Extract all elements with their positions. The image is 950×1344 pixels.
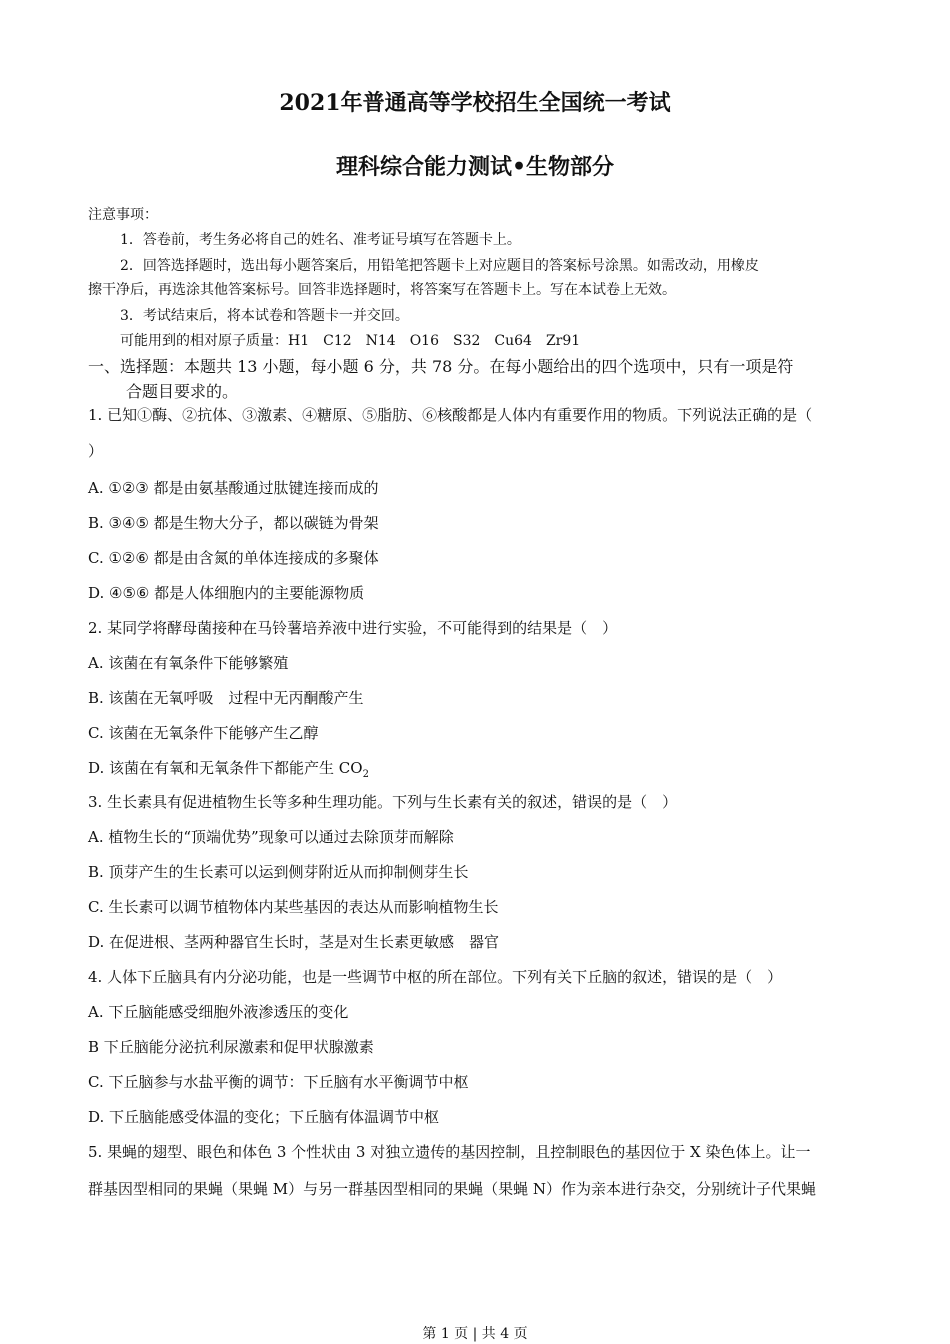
q4-option-a: A. 下丘脑能感受细胞外液渗透压的变化 bbox=[88, 1003, 349, 1021]
exam-subtitle: 理科综合能力测试•生物部分 bbox=[335, 154, 615, 180]
q5-stem: 5. 果蝇的翅型、眼色和体色 3 个性状由 3 对独立遗传的基因控制，且控制眼色的基因位于 X 染色体上。让一 bbox=[88, 1143, 811, 1161]
q1-option-a: A. ①②③ 都是由氨基酸通过肽键连接而成的 bbox=[88, 479, 379, 497]
q4-option-c: C. 下丘脑参与水盐平衡的调节：下丘脑有水平衡调节中枢 bbox=[88, 1073, 469, 1091]
notes-heading: 注意事项： bbox=[88, 207, 158, 223]
note-2-cont: 擦干净后，再选涂其他答案标号。回答非选择题时，将答案写在答题卡上。写在本试卷上无效。 bbox=[88, 282, 676, 298]
q1-option-b: B. ③④⑤ 都是生物大分子，都以碳链为骨架 bbox=[88, 514, 379, 532]
q3-stem: 3. 生长素具有促进植物生长等多种生理功能。下列与生长素有关的叙述，错误的是（ ） bbox=[88, 793, 678, 811]
q4-option-b: B 下丘脑能分泌抗利尿激素和促甲状腺激素 bbox=[88, 1038, 374, 1056]
q4-option-d: D. 下丘脑能感受体温的变化；下丘脑有体温调节中枢 bbox=[88, 1108, 440, 1126]
q1-stem: 1. 已知①酶、②抗体、③激素、④糖原、⑤脂肪、⑥核酸都是人体内有重要作用的物质。下列说法正确的是（ bbox=[88, 406, 813, 424]
note-1: 1．答卷前，考生务必将自己的姓名、准考证号填写在答题卡上。 bbox=[120, 232, 521, 248]
q2-option-d-subscript: 2 bbox=[362, 769, 369, 780]
q1-option-c: C. ①②⑥ 都是由含氮的单体连接成的多聚体 bbox=[88, 549, 379, 567]
section-heading: 一、选择题：本题共 13 小题，每小题 6 分，共 78 分。在每小题给出的四个选项中，只有一项是符 bbox=[88, 357, 794, 376]
note-3: 3．考试结束后，将本试卷和答题卡一并交回。 bbox=[120, 308, 409, 324]
q2-option-d-text: D. 该菌在有氧和无氧条件下都能产生 CO bbox=[88, 759, 363, 777]
q3-option-a: A. 植物生长的“顶端优势”现象可以通过去除顶芽而解除 bbox=[88, 828, 454, 846]
q2-stem: 2. 某同学将酵母菌接种在马铃薯培养液中进行实验，不可能得到的结果是（ ） bbox=[88, 619, 618, 637]
q5-stem-cont: 群基因型相同的果蝇（果蝇 M）与另一群基因型相同的果蝇（果蝇 N）作为亲本进行杂交，分别统计子代果蝇 bbox=[88, 1180, 817, 1198]
q2-option-c: C. 该菌在无氧条件下能够产生乙醇 bbox=[88, 724, 319, 742]
section-heading-cont: 合题目要求的。 bbox=[126, 382, 239, 401]
atomic-masses: 可能用到的相对原子质量：H1 C12 N14 O16 S32 Cu64 Zr91 bbox=[120, 333, 581, 349]
q3-option-b: B. 顶芽产生的生长素可以运到侧芽附近从而抑制侧芽生长 bbox=[88, 863, 469, 881]
q2-option-d bbox=[88, 757, 369, 780]
q2-option-a: A. 该菌在有氧条件下能够繁殖 bbox=[88, 654, 289, 672]
q1-option-d: D. ④⑤⑥ 都是人体细胞内的主要能源物质 bbox=[88, 584, 365, 602]
q1-stem-cont: ） bbox=[88, 442, 104, 460]
q4-stem: 4. 人体下丘脑具有内分泌功能，也是一些调节中枢的所在部位。下列有关下丘脑的叙述，错误的是（ ） bbox=[88, 968, 783, 986]
page-footer: 第 1 页 | 共 4 页 bbox=[422, 1326, 528, 1342]
exam-title: 2021年普通高等学校招生全国统一考试 bbox=[279, 90, 671, 116]
q3-option-c: C. 生长素可以调节植物体内某些基因的表达从而影响植物生长 bbox=[88, 898, 499, 916]
note-2: 2．回答选择题时，选出每小题答案后，用铅笔把答题卡上对应题目的答案标号涂黑。如需改动，用橡皮 bbox=[120, 258, 759, 274]
q3-option-d: D. 在促进根、茎两种器官生长时，茎是对生长素更敏感 器官 bbox=[88, 933, 500, 951]
q2-option-b: B. 该菌在无氧呼吸 过程中无丙酮酸产生 bbox=[88, 689, 364, 707]
